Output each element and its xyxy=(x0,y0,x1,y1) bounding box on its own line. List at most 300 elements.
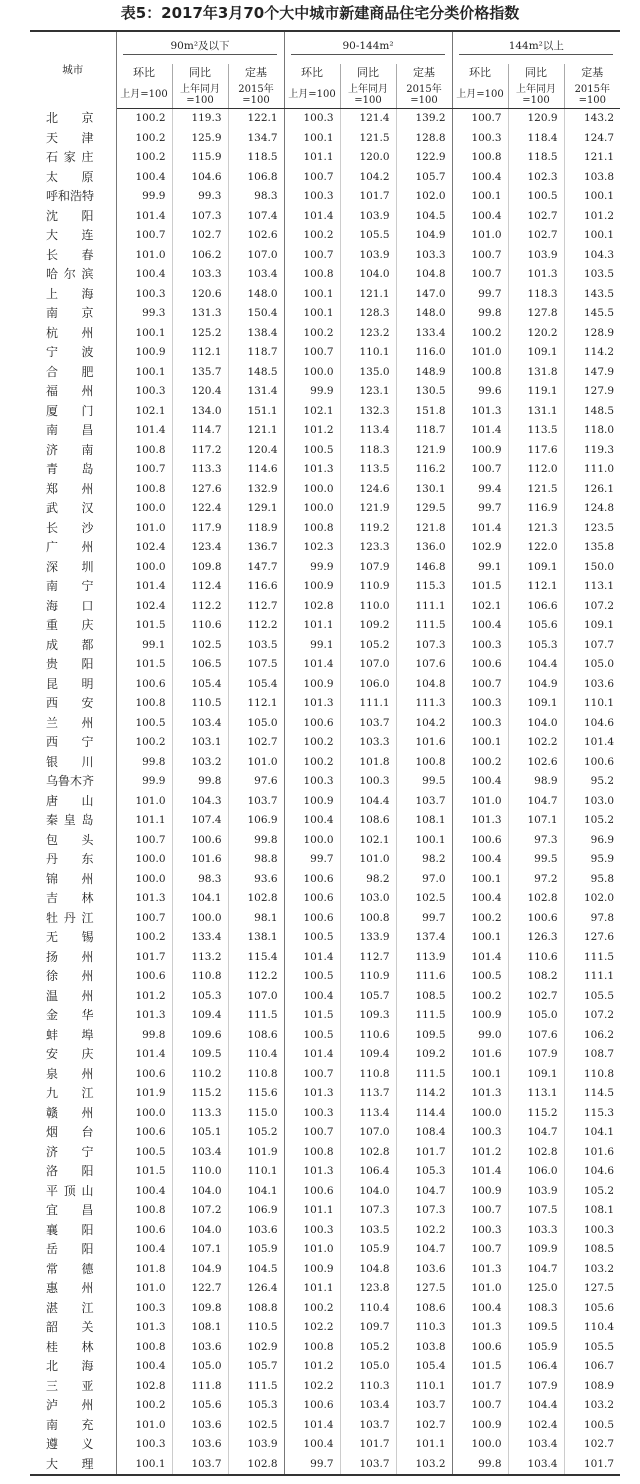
index-value: 115.3 xyxy=(564,1104,620,1124)
index-value: 103.2 xyxy=(564,1396,620,1416)
city-name: 上海 xyxy=(30,285,116,305)
index-value: 102.2 xyxy=(396,1221,452,1241)
index-value: 101.3 xyxy=(116,889,172,909)
index-value: 98.8 xyxy=(228,850,284,870)
index-value: 106.2 xyxy=(172,246,228,266)
index-value: 148.5 xyxy=(564,402,620,422)
base-header-last-month: 上月=100 xyxy=(452,81,508,109)
index-value: 102.4 xyxy=(508,1416,564,1436)
index-value: 109.4 xyxy=(172,1006,228,1026)
index-value: 104.2 xyxy=(340,168,396,188)
index-value: 105.5 xyxy=(340,226,396,246)
index-value: 103.2 xyxy=(396,1455,452,1476)
table-body xyxy=(30,109,620,1476)
city-name: 成都 xyxy=(30,636,116,656)
index-value: 103.6 xyxy=(396,1260,452,1280)
index-value: 110.2 xyxy=(172,1065,228,1085)
index-value: 100.1 xyxy=(452,187,508,207)
index-value: 129.5 xyxy=(396,499,452,519)
table-row xyxy=(30,909,620,929)
index-value: 115.9 xyxy=(172,148,228,168)
index-value: 102.2 xyxy=(284,1318,340,1338)
table-row xyxy=(30,928,620,948)
index-value: 118.0 xyxy=(564,421,620,441)
index-value: 151.1 xyxy=(228,402,284,422)
index-value: 100.8 xyxy=(116,1338,172,1358)
index-value: 102.6 xyxy=(508,753,564,773)
index-value: 105.4 xyxy=(396,1357,452,1377)
index-value: 93.6 xyxy=(228,870,284,890)
city-name: 唐山 xyxy=(30,792,116,812)
city-name: 洛阳 xyxy=(30,1162,116,1182)
index-value: 101.3 xyxy=(508,265,564,285)
index-value: 114.5 xyxy=(564,1084,620,1104)
index-value: 126.1 xyxy=(564,480,620,500)
index-value: 122.1 xyxy=(228,109,284,129)
city-name: 赣州 xyxy=(30,1104,116,1124)
index-value: 109.7 xyxy=(340,1318,396,1338)
index-value: 109.3 xyxy=(340,1006,396,1026)
index-value: 100.4 xyxy=(452,168,508,188)
table-row xyxy=(30,967,620,987)
index-value: 101.1 xyxy=(284,148,340,168)
index-value: 100.5 xyxy=(452,967,508,987)
index-value: 97.6 xyxy=(228,772,284,792)
table-row xyxy=(30,168,620,188)
index-value: 109.5 xyxy=(172,1045,228,1065)
index-value: 107.3 xyxy=(396,636,452,656)
table-row xyxy=(30,148,620,168)
base-header-2015: 2015年=100 xyxy=(564,81,620,109)
index-value: 102.8 xyxy=(340,1143,396,1163)
index-value: 105.2 xyxy=(340,1338,396,1358)
index-value: 100.8 xyxy=(116,441,172,461)
index-value: 108.1 xyxy=(172,1318,228,1338)
index-value: 102.7 xyxy=(508,207,564,227)
index-value: 107.4 xyxy=(172,811,228,831)
index-value: 110.1 xyxy=(228,1162,284,1182)
city-name: 武汉 xyxy=(30,499,116,519)
index-value: 124.8 xyxy=(564,499,620,519)
index-value: 101.9 xyxy=(116,1084,172,1104)
city-name: 青岛 xyxy=(30,460,116,480)
table-row xyxy=(30,402,620,422)
index-value: 118.5 xyxy=(228,148,284,168)
base-header-last-year: 上年同月=100 xyxy=(340,81,396,109)
index-value: 127.5 xyxy=(564,1279,620,1299)
index-value: 111.5 xyxy=(228,1006,284,1026)
index-value: 143.2 xyxy=(564,109,620,129)
table-row xyxy=(30,636,620,656)
index-value: 100.5 xyxy=(508,187,564,207)
index-value: 103.9 xyxy=(340,246,396,266)
index-value: 110.6 xyxy=(172,616,228,636)
index-value: 137.4 xyxy=(396,928,452,948)
index-value: 127.5 xyxy=(396,1279,452,1299)
index-value: 115.2 xyxy=(172,1084,228,1104)
index-value: 105.3 xyxy=(172,987,228,1007)
index-value: 107.4 xyxy=(228,207,284,227)
index-value: 100.8 xyxy=(116,480,172,500)
index-value: 108.6 xyxy=(340,811,396,831)
city-name: 桂林 xyxy=(30,1338,116,1358)
index-value: 107.3 xyxy=(172,207,228,227)
group-header-small: 90m²及以下 xyxy=(116,31,284,64)
index-value: 102.8 xyxy=(228,889,284,909)
city-name: 太原 xyxy=(30,168,116,188)
index-value: 104.6 xyxy=(172,168,228,188)
index-value: 110.4 xyxy=(228,1045,284,1065)
index-value: 100.1 xyxy=(452,928,508,948)
index-value: 100.0 xyxy=(284,363,340,383)
index-value: 100.3 xyxy=(452,129,508,149)
index-value: 101.0 xyxy=(228,753,284,773)
city-name: 石家庄 xyxy=(30,148,116,168)
index-value: 101.6 xyxy=(172,850,228,870)
table-row xyxy=(30,1435,620,1455)
index-value: 120.0 xyxy=(340,148,396,168)
index-value: 107.0 xyxy=(340,655,396,675)
index-value: 103.4 xyxy=(172,714,228,734)
table-row xyxy=(30,1065,620,1085)
city-name: 天津 xyxy=(30,129,116,149)
index-value: 100.7 xyxy=(452,460,508,480)
city-name: 呼和浩特 xyxy=(30,187,116,207)
table-row xyxy=(30,714,620,734)
index-value: 106.2 xyxy=(564,1026,620,1046)
index-value: 108.4 xyxy=(396,1123,452,1143)
index-value: 113.5 xyxy=(340,460,396,480)
index-value: 102.7 xyxy=(508,987,564,1007)
index-value: 107.5 xyxy=(228,655,284,675)
index-value: 109.1 xyxy=(508,1065,564,1085)
index-value: 100.2 xyxy=(284,1299,340,1319)
index-value: 117.2 xyxy=(172,441,228,461)
city-name: 长沙 xyxy=(30,519,116,539)
index-value: 112.1 xyxy=(228,694,284,714)
index-value: 105.5 xyxy=(564,987,620,1007)
index-value: 100.0 xyxy=(284,499,340,519)
index-value: 111.1 xyxy=(340,694,396,714)
index-value: 119.1 xyxy=(508,382,564,402)
index-value: 99.8 xyxy=(228,831,284,851)
index-value: 146.8 xyxy=(396,558,452,578)
index-value: 100.7 xyxy=(116,226,172,246)
index-value: 100.0 xyxy=(116,499,172,519)
table-row xyxy=(30,1221,620,1241)
index-value: 105.3 xyxy=(228,1396,284,1416)
index-value: 103.6 xyxy=(564,675,620,695)
index-value: 97.2 xyxy=(508,870,564,890)
index-value: 100.7 xyxy=(116,909,172,929)
index-value: 117.9 xyxy=(172,519,228,539)
index-value: 100.2 xyxy=(116,148,172,168)
index-value: 107.9 xyxy=(508,1377,564,1397)
index-value: 100.7 xyxy=(284,343,340,363)
index-value: 100.3 xyxy=(452,1123,508,1143)
index-value: 101.0 xyxy=(284,1240,340,1260)
index-value: 103.6 xyxy=(172,1416,228,1436)
index-value: 104.7 xyxy=(396,1240,452,1260)
index-value: 110.3 xyxy=(396,1318,452,1338)
sub-header-yoy: 同比 xyxy=(340,64,396,81)
index-value: 97.3 xyxy=(508,831,564,851)
index-value: 99.9 xyxy=(284,558,340,578)
city-name: 锦州 xyxy=(30,870,116,890)
index-value: 121.5 xyxy=(340,129,396,149)
index-value: 147.0 xyxy=(396,285,452,305)
index-value: 113.5 xyxy=(508,421,564,441)
index-value: 102.4 xyxy=(116,597,172,617)
index-value: 106.8 xyxy=(228,168,284,188)
index-value: 103.4 xyxy=(508,1435,564,1455)
index-value: 100.3 xyxy=(284,772,340,792)
index-value: 107.0 xyxy=(340,1123,396,1143)
index-value: 103.6 xyxy=(172,1435,228,1455)
city-name: 南充 xyxy=(30,1416,116,1436)
city-name: 九江 xyxy=(30,1084,116,1104)
table-row xyxy=(30,499,620,519)
city-name: 深圳 xyxy=(30,558,116,578)
index-value: 99.7 xyxy=(396,909,452,929)
index-value: 103.7 xyxy=(340,1455,396,1476)
group-header-medium: 90-144m² xyxy=(284,31,452,64)
index-value: 100.2 xyxy=(452,753,508,773)
index-value: 99.5 xyxy=(508,850,564,870)
index-value: 128.9 xyxy=(564,324,620,344)
index-value: 103.7 xyxy=(396,1396,452,1416)
city-name: 包头 xyxy=(30,831,116,851)
index-value: 108.9 xyxy=(564,1377,620,1397)
index-value: 100.1 xyxy=(564,187,620,207)
index-value: 105.0 xyxy=(228,714,284,734)
index-value: 108.2 xyxy=(508,967,564,987)
index-value: 114.6 xyxy=(228,460,284,480)
index-value: 108.7 xyxy=(564,1045,620,1065)
index-value: 113.4 xyxy=(340,421,396,441)
index-value: 96.9 xyxy=(564,831,620,851)
index-value: 103.5 xyxy=(228,636,284,656)
index-value: 130.5 xyxy=(396,382,452,402)
index-value: 145.5 xyxy=(564,304,620,324)
index-value: 100.3 xyxy=(284,187,340,207)
index-value: 99.8 xyxy=(172,772,228,792)
index-value: 100.4 xyxy=(116,1182,172,1202)
index-value: 121.1 xyxy=(228,421,284,441)
index-value: 110.3 xyxy=(340,1377,396,1397)
table-header xyxy=(30,31,620,109)
index-value: 100.6 xyxy=(116,1221,172,1241)
index-value: 104.8 xyxy=(340,1260,396,1280)
table-row xyxy=(30,226,620,246)
index-value: 105.2 xyxy=(564,811,620,831)
index-value: 100.6 xyxy=(452,1338,508,1358)
index-value: 95.2 xyxy=(564,772,620,792)
index-value: 113.9 xyxy=(396,948,452,968)
index-value: 100.9 xyxy=(284,577,340,597)
sub-header-mom: 环比 xyxy=(452,64,508,81)
index-value: 110.8 xyxy=(340,1065,396,1085)
sub-header-fixed-base: 定基 xyxy=(228,64,284,81)
index-value: 99.8 xyxy=(116,1026,172,1046)
index-value: 138.1 xyxy=(228,928,284,948)
index-value: 108.1 xyxy=(396,811,452,831)
index-value: 101.5 xyxy=(116,616,172,636)
table-row xyxy=(30,753,620,773)
price-index-table xyxy=(30,30,620,1476)
index-value: 100.4 xyxy=(284,987,340,1007)
index-value: 119.3 xyxy=(564,441,620,461)
index-value: 100.3 xyxy=(284,1104,340,1124)
index-value: 100.6 xyxy=(508,909,564,929)
index-value: 113.7 xyxy=(340,1084,396,1104)
index-value: 101.6 xyxy=(396,733,452,753)
index-value: 101.4 xyxy=(116,1045,172,1065)
index-value: 100.1 xyxy=(116,1455,172,1476)
index-value: 123.5 xyxy=(564,519,620,539)
index-value: 122.0 xyxy=(508,538,564,558)
index-value: 100.6 xyxy=(284,870,340,890)
index-value: 101.0 xyxy=(116,519,172,539)
index-value: 126.4 xyxy=(228,1279,284,1299)
table-row xyxy=(30,265,620,285)
index-value: 105.1 xyxy=(172,1123,228,1143)
index-value: 110.4 xyxy=(340,1299,396,1319)
price-index-table-container xyxy=(30,30,620,1476)
index-value: 100.9 xyxy=(284,792,340,812)
index-value: 133.9 xyxy=(340,928,396,948)
index-value: 120.6 xyxy=(172,285,228,305)
index-value: 135.8 xyxy=(564,538,620,558)
table-row xyxy=(30,1240,620,1260)
index-value: 107.2 xyxy=(172,1201,228,1221)
index-value: 105.7 xyxy=(228,1357,284,1377)
index-value: 103.6 xyxy=(228,1221,284,1241)
index-value: 100.7 xyxy=(452,246,508,266)
index-value: 109.1 xyxy=(508,694,564,714)
index-value: 127.8 xyxy=(508,304,564,324)
table-row xyxy=(30,324,620,344)
index-value: 105.9 xyxy=(228,1240,284,1260)
index-value: 104.7 xyxy=(508,792,564,812)
index-value: 100.5 xyxy=(564,1416,620,1436)
city-name: 长春 xyxy=(30,246,116,266)
index-value: 107.3 xyxy=(396,1201,452,1221)
index-value: 102.7 xyxy=(508,226,564,246)
index-value: 99.9 xyxy=(116,772,172,792)
index-value: 103.9 xyxy=(340,207,396,227)
index-value: 99.3 xyxy=(172,187,228,207)
index-value: 101.6 xyxy=(452,1045,508,1065)
index-value: 98.1 xyxy=(228,909,284,929)
index-value: 105.5 xyxy=(564,1338,620,1358)
index-value: 100.7 xyxy=(452,1240,508,1260)
index-value: 101.0 xyxy=(452,1279,508,1299)
index-value: 101.4 xyxy=(116,207,172,227)
city-name: 合肥 xyxy=(30,363,116,383)
index-value: 100.3 xyxy=(452,694,508,714)
index-value: 102.9 xyxy=(452,538,508,558)
index-value: 101.4 xyxy=(284,1045,340,1065)
index-value: 104.4 xyxy=(508,1396,564,1416)
table-row xyxy=(30,1201,620,1221)
index-value: 101.3 xyxy=(452,1260,508,1280)
index-value: 104.0 xyxy=(508,714,564,734)
index-value: 113.1 xyxy=(564,577,620,597)
index-value: 120.9 xyxy=(508,109,564,129)
index-value: 100.0 xyxy=(116,558,172,578)
index-value: 118.7 xyxy=(396,421,452,441)
index-value: 112.2 xyxy=(228,616,284,636)
index-value: 100.2 xyxy=(116,733,172,753)
index-value: 102.1 xyxy=(452,597,508,617)
table-row xyxy=(30,577,620,597)
index-value: 100.3 xyxy=(116,1299,172,1319)
city-name: 银川 xyxy=(30,753,116,773)
index-value: 101.3 xyxy=(284,1084,340,1104)
index-value: 121.9 xyxy=(340,499,396,519)
index-value: 101.3 xyxy=(452,1084,508,1104)
index-value: 100.6 xyxy=(452,655,508,675)
index-value: 105.2 xyxy=(228,1123,284,1143)
index-value: 100.7 xyxy=(284,1123,340,1143)
index-value: 101.4 xyxy=(564,733,620,753)
index-value: 103.7 xyxy=(340,714,396,734)
index-value: 103.8 xyxy=(564,168,620,188)
index-value: 122.4 xyxy=(172,499,228,519)
index-value: 99.5 xyxy=(396,772,452,792)
index-value: 119.2 xyxy=(340,519,396,539)
index-value: 104.9 xyxy=(508,675,564,695)
index-value: 119.3 xyxy=(172,109,228,129)
index-value: 100.6 xyxy=(284,714,340,734)
sub-header-fixed-base: 定基 xyxy=(396,64,452,81)
city-name: 哈尔滨 xyxy=(30,265,116,285)
index-value: 104.3 xyxy=(564,246,620,266)
index-value: 103.7 xyxy=(228,792,284,812)
index-value: 100.7 xyxy=(284,1065,340,1085)
index-value: 121.8 xyxy=(396,519,452,539)
index-value: 100.4 xyxy=(452,207,508,227)
index-value: 101.9 xyxy=(228,1143,284,1163)
index-value: 100.1 xyxy=(116,324,172,344)
index-value: 109.1 xyxy=(564,616,620,636)
index-value: 100.5 xyxy=(116,1143,172,1163)
base-header-last-month: 上月=100 xyxy=(116,81,172,109)
index-value: 100.0 xyxy=(452,1435,508,1455)
index-value: 100.2 xyxy=(284,324,340,344)
base-header-last-month: 上月=100 xyxy=(284,81,340,109)
table-row xyxy=(30,675,620,695)
index-value: 110.6 xyxy=(508,948,564,968)
index-value: 122.7 xyxy=(172,1279,228,1299)
group-header-large: 144m²以上 xyxy=(452,31,620,64)
index-value: 108.3 xyxy=(508,1299,564,1319)
city-name: 南宁 xyxy=(30,577,116,597)
index-value: 100.8 xyxy=(116,694,172,714)
index-value: 99.6 xyxy=(452,382,508,402)
index-value: 117.6 xyxy=(508,441,564,461)
index-value: 100.3 xyxy=(452,636,508,656)
city-name: 杭州 xyxy=(30,324,116,344)
index-value: 101.0 xyxy=(452,226,508,246)
table-row xyxy=(30,850,620,870)
index-value: 111.5 xyxy=(564,948,620,968)
table-row xyxy=(30,1026,620,1046)
index-value: 105.3 xyxy=(396,1162,452,1182)
city-name: 蚌埠 xyxy=(30,1026,116,1046)
city-name: 济南 xyxy=(30,441,116,461)
